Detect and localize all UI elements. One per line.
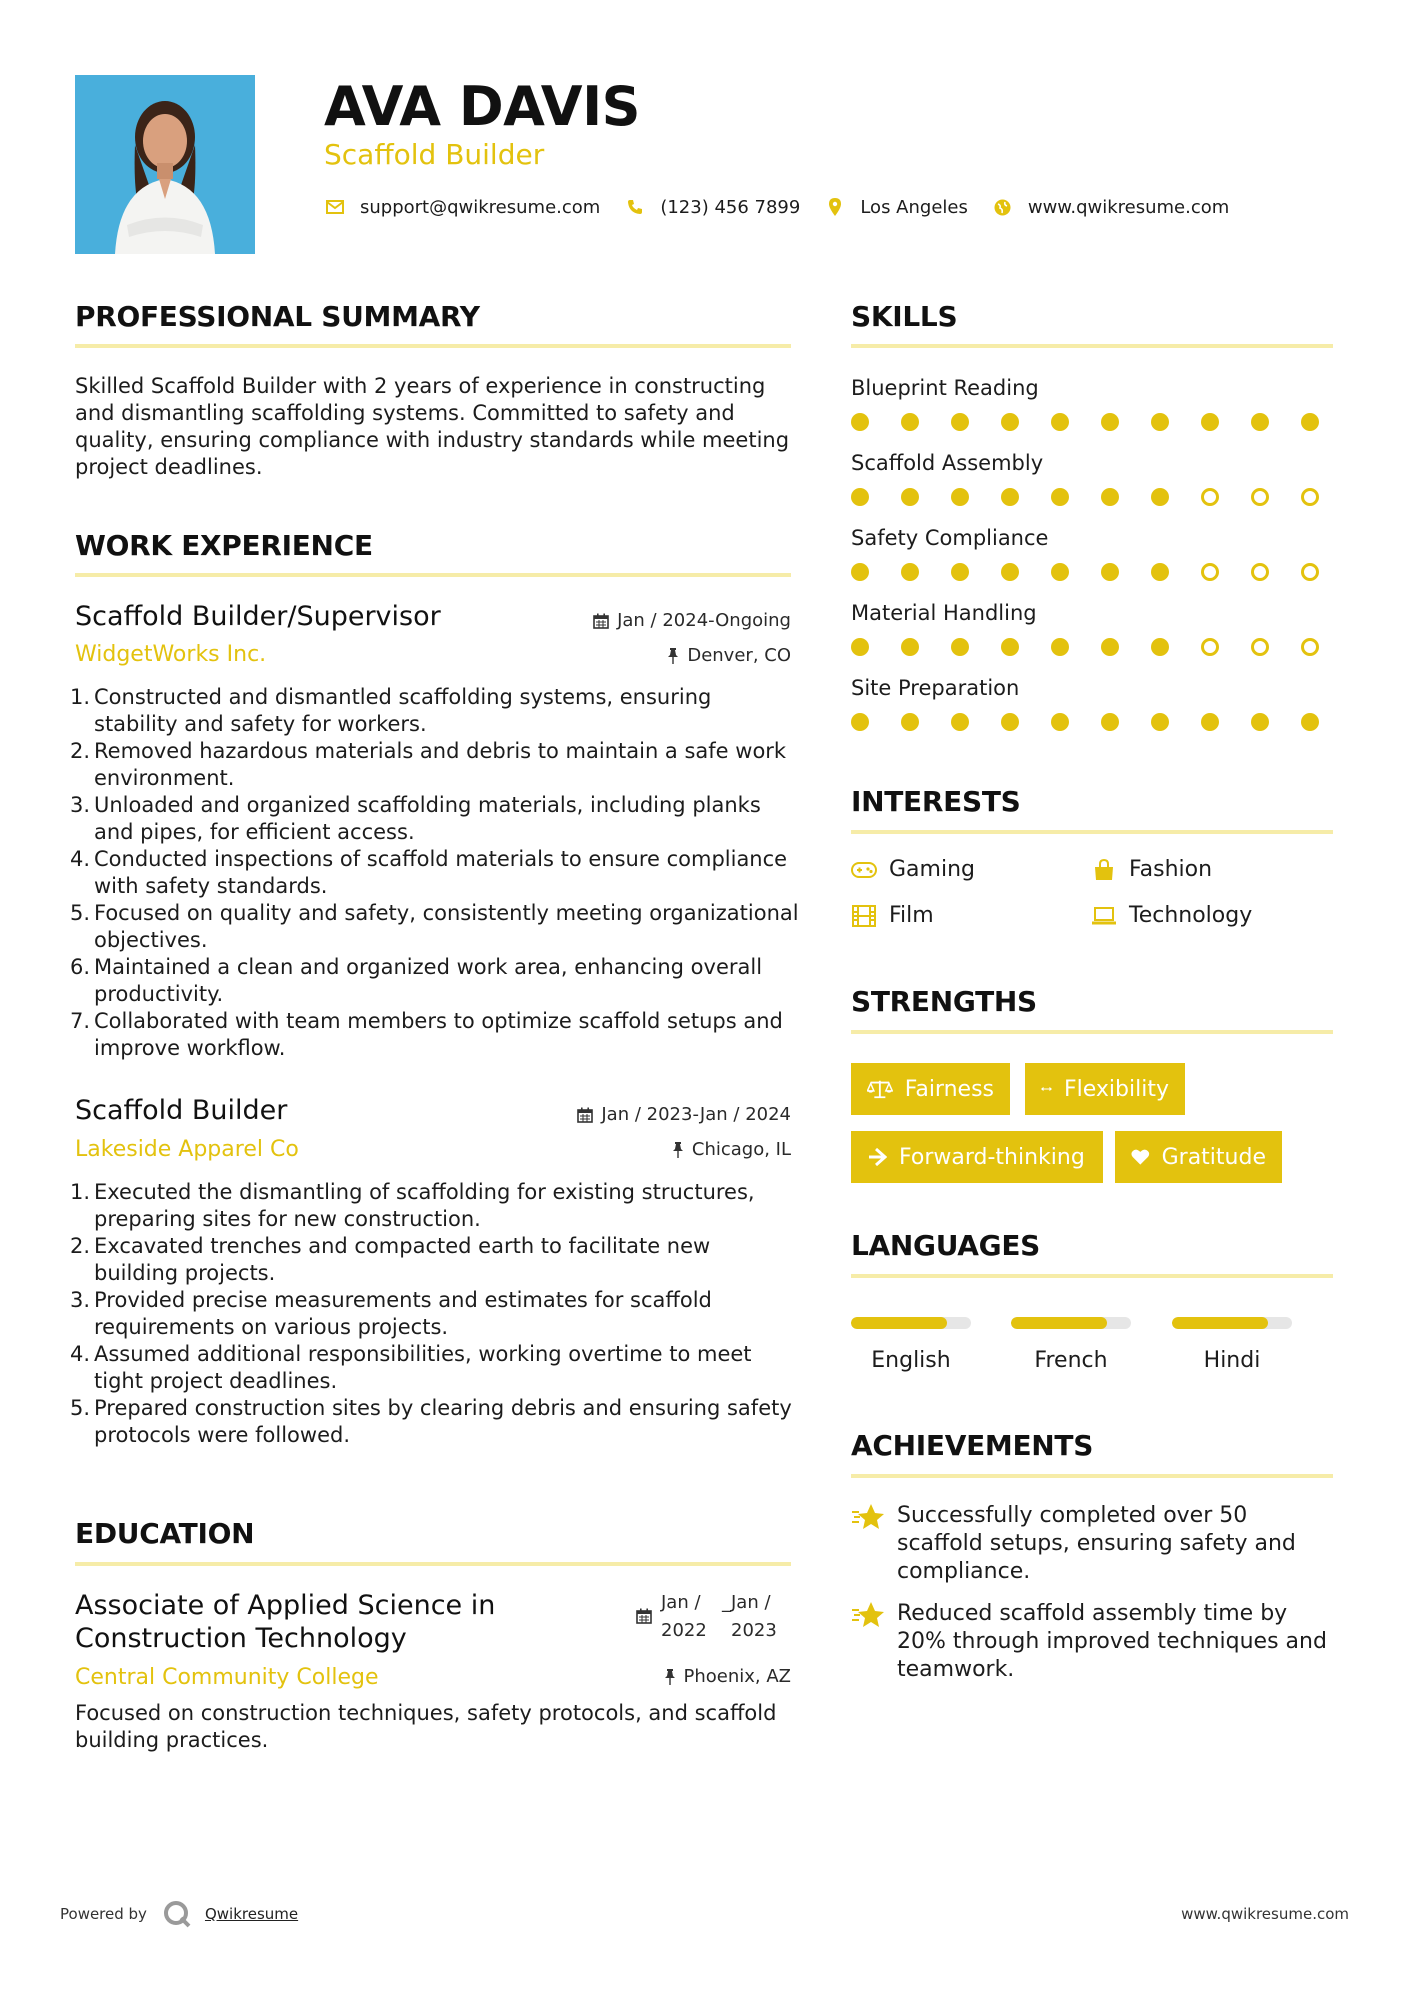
rating-dot-filled [1001, 413, 1019, 431]
job-location-text: Chicago, IL [691, 1139, 791, 1160]
rating-dot-filled [1151, 638, 1169, 656]
contact-bar [324, 193, 1253, 221]
rating-dot-filled [1051, 413, 1069, 431]
skill-name: Blueprint Reading [851, 376, 1039, 400]
work-divider [75, 573, 791, 577]
interest-item [1091, 856, 1212, 884]
language-level-bar [1011, 1317, 1131, 1329]
powered-by-label: Powered by [60, 1905, 147, 1923]
rating-dot-filled [1101, 638, 1119, 656]
list-item: 6. Maintained a clean and organized work area, enhancing overall productivity. [70, 955, 763, 1006]
job-dates-text: Jan / 2024-Ongoing [617, 610, 791, 631]
job-location [672, 1139, 791, 1161]
job-title: Scaffold Builder/Supervisor [75, 601, 441, 632]
skill-rating [851, 413, 1319, 431]
strength-tag [851, 1063, 1010, 1115]
skill-rating [851, 488, 1319, 506]
strength-label: Flexibility [1064, 1076, 1169, 1102]
education-heading: EDUCATION [75, 1517, 255, 1550]
strength-label: Gratitude [1161, 1144, 1266, 1170]
arrow-right-icon [867, 1147, 887, 1167]
rating-dot-filled [1201, 413, 1219, 431]
rating-dot-filled [1101, 563, 1119, 581]
rating-dot-empty [1301, 488, 1319, 506]
heart-icon [1131, 1147, 1150, 1167]
calendar-icon [636, 1608, 652, 1628]
profile-photo-illustration [75, 75, 255, 254]
job-location [667, 645, 791, 667]
strength-label: Forward-thinking [899, 1144, 1085, 1170]
skill-name: Safety Compliance [851, 526, 1049, 550]
degree-title-line2: Construction Technology [75, 1623, 407, 1654]
list-item: 5. Prepared construction sites by clearing debris and ensuring safety protocols were followed. [70, 1396, 792, 1447]
rating-dot-empty [1251, 488, 1269, 506]
list-item: 1. Constructed and dismantled scaffolding systems, ensuring stability and safety for workers. [70, 685, 712, 736]
star-icon [851, 1600, 885, 1630]
list-item: 5. Focused on quality and safety, consistently meeting organizational objectives. [70, 901, 799, 952]
qwikresume-logo-icon [163, 1900, 191, 1928]
list-item: 3. Unloaded and organized scaffolding materials, including planks and pipes, for efficient access. [70, 793, 761, 844]
job-dates-text: Jan / 2023-Jan / 2024 [601, 1104, 791, 1125]
rating-dot-empty [1201, 638, 1219, 656]
skill-name: Site Preparation [851, 676, 1020, 700]
rating-dot-empty [1201, 563, 1219, 581]
school-name: Central Community College [75, 1665, 379, 1690]
summary-divider [75, 344, 791, 348]
globe-icon [992, 196, 1014, 218]
skill-name: Material Handling [851, 601, 1037, 625]
rating-dot-filled [901, 563, 919, 581]
skills-heading: SKILLS [851, 300, 958, 333]
achievement-item [851, 1600, 1337, 1684]
rating-dot-filled [1051, 713, 1069, 731]
candidate-role: Scaffold Builder [324, 138, 545, 171]
rating-dot-filled [951, 413, 969, 431]
shopping-bag-icon [1091, 857, 1117, 883]
rating-dot-filled [951, 713, 969, 731]
language-level-bar [851, 1317, 971, 1329]
degree-title-line1: Associate of Applied Science in [75, 1590, 496, 1621]
strength-tag [851, 1131, 1103, 1183]
language-level-fill [1011, 1317, 1107, 1329]
rating-dot-filled [901, 713, 919, 731]
achievements-divider [851, 1474, 1333, 1478]
strength-tag [1025, 1063, 1185, 1115]
interest-label: Gaming [889, 857, 975, 882]
list-item: 4. Assumed additional responsibilities, working overtime to meet tight project deadlines. [70, 1342, 752, 1393]
rating-dot-filled [1301, 413, 1319, 431]
rating-dot-filled [1001, 488, 1019, 506]
rating-dot-filled [951, 638, 969, 656]
achievement-text: Successfully completed over 50 scaffold setups, ensuring safety and compliance. [897, 1503, 1296, 1584]
rating-dot-empty [1201, 488, 1219, 506]
rating-dot-filled [1251, 713, 1269, 731]
interest-label: Technology [1129, 903, 1253, 928]
rating-dot-filled [901, 488, 919, 506]
rating-dot-empty [1301, 638, 1319, 656]
interest-item [851, 902, 934, 930]
film-icon [851, 903, 877, 929]
qwikresume-link[interactable]: Qwikresume [204, 1905, 299, 1923]
gamepad-icon [851, 857, 877, 883]
skill-rating [851, 638, 1319, 656]
rating-dot-filled [1151, 488, 1169, 506]
footer-website[interactable]: www.qwikresume.com [1181, 1905, 1349, 1923]
achievements-heading: ACHIEVEMENTS [851, 1429, 1094, 1462]
strength-label: Fairness [904, 1076, 994, 1102]
contact-location: Los Angeles [860, 196, 968, 218]
pushpin-icon [667, 648, 679, 664]
rating-dot-filled [851, 638, 869, 656]
envelope-icon [324, 196, 346, 218]
calendar-icon [593, 613, 609, 629]
rating-dot-filled [951, 563, 969, 581]
star-icon [851, 1502, 885, 1532]
list-item: 7. Collaborated with team members to optimize scaffold setups and improve workflow. [70, 1009, 783, 1060]
education-description: Focused on construction techniques, safety protocols, and scaffold building practices. [75, 1701, 777, 1752]
rating-dot-filled [1001, 638, 1019, 656]
interest-label: Film [889, 903, 934, 928]
rating-dot-empty [1251, 638, 1269, 656]
language-level-bar [1172, 1317, 1292, 1329]
achievement-text: Reduced scaffold assembly time by 20% through improved techniques and teamwork. [897, 1601, 1327, 1682]
language-name: English [871, 1348, 951, 1373]
rating-dot-filled [1251, 413, 1269, 431]
interests-heading: INTERESTS [851, 785, 1021, 818]
languages-heading: LANGUAGES [851, 1229, 1041, 1262]
edu-start-year: 2022 [661, 1620, 707, 1641]
work-heading: WORK EXPERIENCE [75, 529, 373, 562]
interest-item [851, 856, 975, 884]
balance-scale-icon [867, 1078, 893, 1100]
rating-dot-filled [1101, 713, 1119, 731]
language-level-fill [851, 1317, 947, 1329]
rating-dot-empty [1301, 563, 1319, 581]
job-company: Lakeside Apparel Co [75, 1137, 299, 1162]
contact-email[interactable]: support@qwikresume.com [360, 196, 601, 218]
rating-dot-filled [851, 488, 869, 506]
rating-dot-filled [1051, 488, 1069, 506]
rating-dot-empty [1251, 563, 1269, 581]
strengths-divider [851, 1030, 1333, 1034]
rating-dot-filled [1101, 413, 1119, 431]
job-title: Scaffold Builder [75, 1095, 288, 1126]
list-item: 2. Excavated trenches and compacted earth to facilitate new building projects. [70, 1234, 711, 1285]
rating-dot-filled [851, 713, 869, 731]
edu-start-month: Jan / [661, 1592, 701, 1613]
laptop-icon [1091, 903, 1117, 929]
job-dates [593, 610, 791, 632]
achievement-item [851, 1502, 1337, 1586]
pushpin-icon [672, 1142, 684, 1158]
contact-phone[interactable]: (123) 456 7899 [660, 196, 801, 218]
map-marker-icon [824, 196, 846, 218]
language-name: Hindi [1203, 1348, 1261, 1373]
list-item: 3. Provided precise measurements and estimates for scaffold requirements on various projects. [70, 1288, 712, 1339]
pushpin-icon [664, 1669, 676, 1685]
edu-end-month: _Jan / [722, 1592, 771, 1613]
rating-dot-filled [951, 488, 969, 506]
edu-end-year: 2023 [731, 1620, 777, 1641]
footer-branding [60, 1900, 298, 1928]
job-dates [577, 1104, 791, 1126]
rating-dot-filled [1051, 563, 1069, 581]
calendar-icon [577, 1107, 593, 1123]
interest-label: Fashion [1129, 857, 1213, 882]
school-location [664, 1666, 792, 1688]
school-location-text: Phoenix, AZ [683, 1666, 791, 1687]
skills-divider [851, 344, 1333, 348]
education-divider [75, 1562, 791, 1566]
rating-dot-filled [901, 413, 919, 431]
job-duties-list [70, 1179, 800, 1449]
list-item: 4. Conducted inspections of scaffold materials to ensure compliance with safety standards. [70, 847, 788, 898]
rating-dot-filled [1151, 413, 1169, 431]
job-location-text: Denver, CO [687, 645, 791, 666]
rating-dot-filled [851, 563, 869, 581]
rating-dot-filled [1001, 713, 1019, 731]
summary-text: Skilled Scaffold Builder with 2 years of experience in constructing and dismantling scaffolding systems. Committed to safety and quality, ensuring compliance with industry standards while meeting project deadlines. [75, 374, 790, 479]
language-name: French [1034, 1348, 1108, 1373]
rating-dot-filled [1151, 563, 1169, 581]
skill-rating [851, 713, 1319, 731]
rating-dot-filled [1051, 638, 1069, 656]
job-company: WidgetWorks Inc. [75, 642, 267, 667]
rating-dot-filled [1001, 563, 1019, 581]
strengths-heading: STRENGTHS [851, 985, 1037, 1018]
summary-heading: PROFESSIONAL SUMMARY [75, 300, 480, 333]
arrows-horizontal-icon [1041, 1082, 1052, 1096]
job-duties-list [70, 684, 800, 1062]
contact-website[interactable]: www.qwikresume.com [1027, 196, 1230, 218]
interest-item [1091, 902, 1252, 930]
skill-name: Scaffold Assembly [851, 451, 1044, 475]
candidate-name: AVA DAVIS [324, 75, 641, 138]
rating-dot-filled [1201, 713, 1219, 731]
rating-dot-filled [901, 638, 919, 656]
phone-icon [624, 196, 646, 218]
list-item: 2. Removed hazardous materials and debris to maintain a safe work environment. [70, 739, 787, 790]
rating-dot-filled [1101, 488, 1119, 506]
rating-dot-filled [1151, 713, 1169, 731]
interests-divider [851, 830, 1333, 834]
strength-tag [1115, 1131, 1282, 1183]
list-item: 1. Executed the dismantling of scaffolding for existing structures, preparing sites for new construction. [70, 1180, 755, 1231]
language-level-fill [1172, 1317, 1268, 1329]
profile-photo [75, 75, 255, 254]
rating-dot-filled [1301, 713, 1319, 731]
rating-dot-filled [851, 413, 869, 431]
skill-rating [851, 563, 1319, 581]
languages-divider [851, 1274, 1333, 1278]
